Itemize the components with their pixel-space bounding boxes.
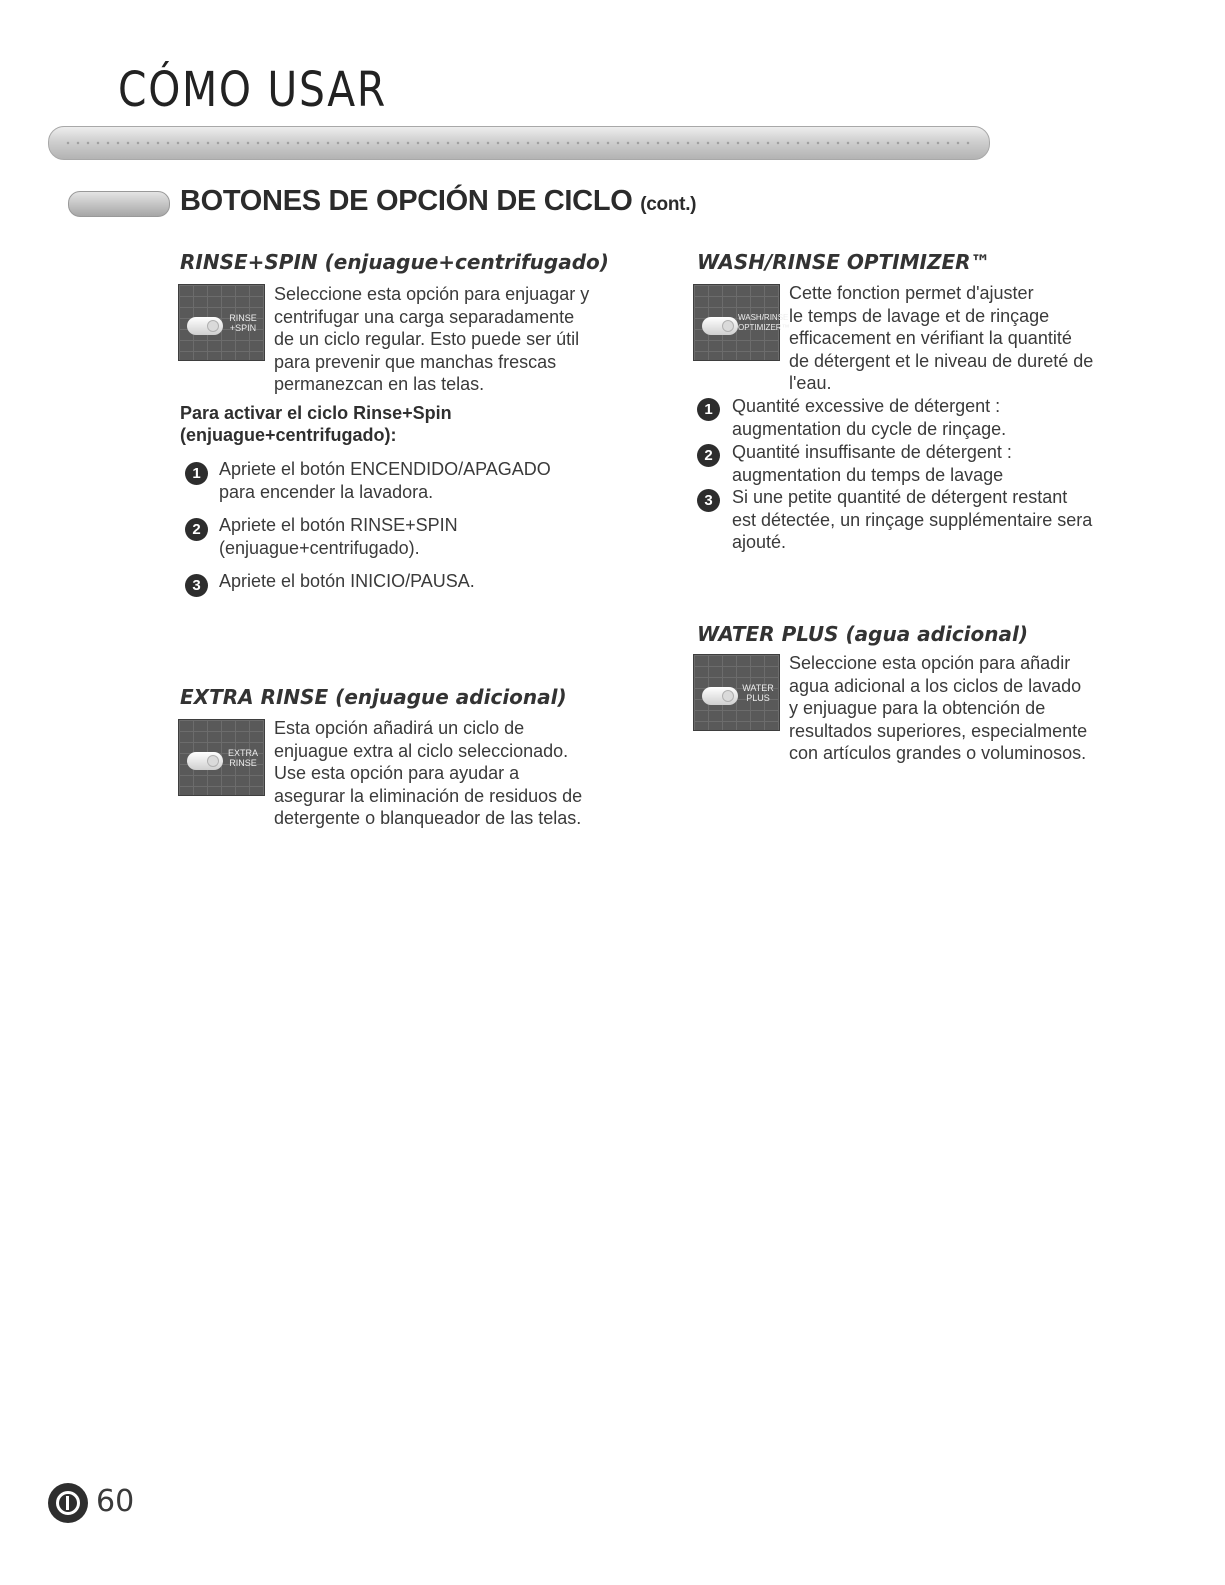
extra-rinse-button-icon (178, 719, 265, 796)
item-line: Quantité excessive de détergent : (732, 396, 1001, 416)
wash-rinse-optimizer-button-label: WASH/RINSE OPTIMIZER™ (738, 313, 790, 332)
toggle-icon (702, 687, 738, 705)
description-line: l'eau. (789, 373, 832, 394)
description-line: detergente o blanqueador de las telas. (274, 808, 582, 829)
page-number: 60 (96, 1484, 135, 1519)
optimizer-item-3 (732, 486, 1092, 554)
description-line: resultados superiores, especialmente (789, 720, 1088, 741)
item-line: est détectée, un rinçage supplémentaire sera (732, 509, 1093, 530)
instructions-heading-line: Para activar el ciclo Rinse+Spin (180, 403, 452, 423)
section-marker-icon (68, 191, 170, 217)
description-line: centrifugar una carga separadamente (274, 306, 575, 327)
description-line: y enjuague para la obtención de (789, 698, 1046, 719)
rinse-spin-description (274, 283, 589, 396)
toggle-icon (702, 317, 738, 335)
description-line: permanezcan en las telas. (274, 374, 485, 395)
step-line: Apriete el botón RINSE+SPIN (219, 515, 458, 535)
description-line: Esta opción añadirá un ciclo de (274, 718, 525, 738)
water-plus-heading: WATER PLUS (agua adicional) (697, 622, 1028, 646)
description-line: Use esta opción para ayudar a (274, 763, 520, 784)
description-line: de un ciclo regular. Esto puede ser útil (274, 329, 580, 350)
toggle-icon (187, 317, 223, 335)
rinse-spin-heading: RINSE+SPIN (enjuague+centrifugado) (180, 250, 609, 274)
step-number-icon: 1 (697, 398, 720, 421)
description-line: Seleccione esta opción para enjuagar y (274, 284, 590, 304)
instructions-heading-line: (enjuague+centrifugado): (180, 425, 397, 445)
item-line: augmentation du cycle de rinçage. (732, 418, 1007, 439)
item-line: augmentation du temps de lavage (732, 464, 1004, 485)
rinse-spin-step-1 (219, 458, 551, 503)
extra-rinse-description (274, 717, 582, 830)
rinse-spin-button-icon (178, 284, 265, 361)
step-number-icon: 2 (697, 444, 720, 467)
toggle-icon (187, 752, 223, 770)
section-heading (180, 185, 696, 218)
rinse-spin-button-label: RINSE +SPIN (229, 313, 257, 333)
item-line: Si une petite quantité de détergent restant (732, 487, 1068, 507)
item-line: Quantité insuffisante de détergent : (732, 442, 1012, 462)
water-plus-button-label: WATER PLUS (742, 683, 774, 703)
step-line: Apriete el botón INICIO/PAUSA. (219, 571, 475, 591)
step-line: Apriete el botón ENCENDIDO/APAGADO (219, 459, 551, 479)
wash-rinse-optimizer-heading: WASH/RINSE OPTIMIZER™ (697, 250, 991, 274)
water-plus-button-icon (693, 654, 780, 731)
optimizer-item-2 (732, 441, 1012, 486)
description-line: asegurar la eliminación de residuos de (274, 785, 583, 806)
step-number-icon: 2 (185, 518, 208, 541)
description-line: con artículos grandes o voluminosos. (789, 743, 1087, 764)
page-title: CÓMO USAR (118, 62, 387, 118)
description-line: de détergent et le niveau de dureté de (789, 350, 1094, 371)
title-divider-bar (48, 126, 990, 160)
rinse-spin-step-3 (219, 570, 475, 593)
step-line: para encender la lavadora. (219, 481, 434, 502)
extra-rinse-button-label: EXTRA RINSE (227, 748, 258, 768)
rinse-spin-instructions-heading (180, 402, 452, 446)
extra-rinse-heading: EXTRA RINSE (enjuague adicional) (180, 685, 567, 709)
wash-rinse-optimizer-description (789, 282, 1093, 395)
step-number-icon: 1 (185, 462, 208, 485)
section-heading-text: BOTONES DE OPCIÓN DE CICLO (180, 185, 633, 217)
description-line: efficacement en vérifiant la quantité (789, 328, 1072, 349)
description-line: para prevenir que manchas frescas (274, 351, 557, 372)
wash-rinse-optimizer-button-icon (693, 284, 790, 361)
description-line: le temps de lavage et de rinçage (789, 305, 1050, 326)
item-line: ajouté. (732, 532, 787, 553)
description-line: Cette fonction permet d'ajuster (789, 283, 1034, 303)
lg-logo-icon (48, 1483, 88, 1523)
optimizer-item-1 (732, 395, 1006, 440)
step-line: (enjuague+centrifugado). (219, 537, 420, 558)
description-line: Seleccione esta opción para añadir (789, 653, 1071, 673)
rinse-spin-step-2 (219, 514, 458, 559)
description-line: agua adicional a los ciclos de lavado (789, 675, 1082, 696)
step-number-icon: 3 (185, 574, 208, 597)
description-line: enjuague extra al ciclo seleccionado. (274, 740, 569, 761)
step-number-icon: 3 (697, 489, 720, 512)
section-heading-suffix: (cont.) (640, 194, 697, 215)
water-plus-description (789, 652, 1087, 765)
